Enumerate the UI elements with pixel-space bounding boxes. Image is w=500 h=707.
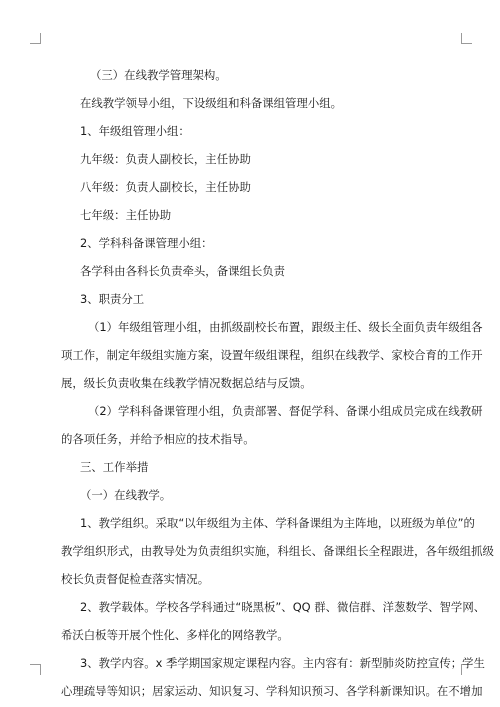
paragraph-line: 希沃白板等开展个性化、多样化的网络教学。: [61, 628, 289, 642]
subheading: （一）在线教学。: [80, 488, 172, 502]
paragraph-line: 校长负责督促检查落实情况。: [61, 572, 210, 586]
paragraph-line: 教学组织形式，由教导处为负责组织实施，科组长、备课组长全程跟进，各年级组抓级: [61, 544, 494, 558]
paragraph-line: 2、教学载体。学校各学科通过“晓黑板”、QQ 群、微信群、洋葱数学、智学网、: [80, 600, 486, 614]
crop-mark-bottom-left: [30, 664, 41, 675]
section-heading: （三）在线教学管理架构。: [90, 68, 227, 82]
paragraph-line: 的各项任务，并给予相应的技术指导。: [61, 432, 255, 446]
crop-mark-top-right: [461, 33, 472, 44]
paragraph-line: 展，级长负责收集在线教学情况数据总结与反馈。: [61, 376, 312, 390]
subheading: 1、年级组管理小组：: [80, 124, 190, 138]
subheading: 3、职责分工: [80, 292, 145, 306]
paragraph: 在线教学领导小组，下设级组和科备课组管理小组。: [80, 96, 342, 110]
paragraph-line: 项工作，制定年级组实施方案，设置年级组课程，组织在线教学、家校合育的工作开: [61, 348, 483, 362]
crop-mark-top-left: [30, 33, 41, 44]
subheading: 2、学科科备课管理小组：: [80, 236, 213, 250]
paragraph-line: 1、教学组织。采取“以年级组为主体、学科备课组为主阵地，以班级为单位”的: [80, 516, 475, 530]
paragraph-line: 3、教学内容。x 季学期国家规定课程内容。主内容有：新型肺炎防控宣传；学生: [80, 656, 485, 670]
paragraph-line: （2）学科科备课管理小组，负责部署、督促学科、备课小组成员完成在线教研: [88, 404, 483, 418]
section-heading: 三、工作举措: [80, 460, 149, 474]
list-item: 九年级：负责人副校长，主任协助: [80, 152, 251, 166]
list-item: 七年级：主任协助: [80, 208, 172, 222]
paragraph-line: （1）年级组管理小组，由抓级副校长布置，跟级主任、级长全面负责年级组各: [88, 320, 483, 334]
document-body: [61, 61, 494, 705]
paragraph: 各学科由各科长负责牵头，备课组长负责: [80, 264, 286, 278]
paragraph-line: 心理疏导等知识；居家运动、知识复习、学科知识预习、各学科新课知识。在不增加: [61, 684, 483, 698]
list-item: 八年级：负责人副校长，主任协助: [80, 180, 251, 194]
